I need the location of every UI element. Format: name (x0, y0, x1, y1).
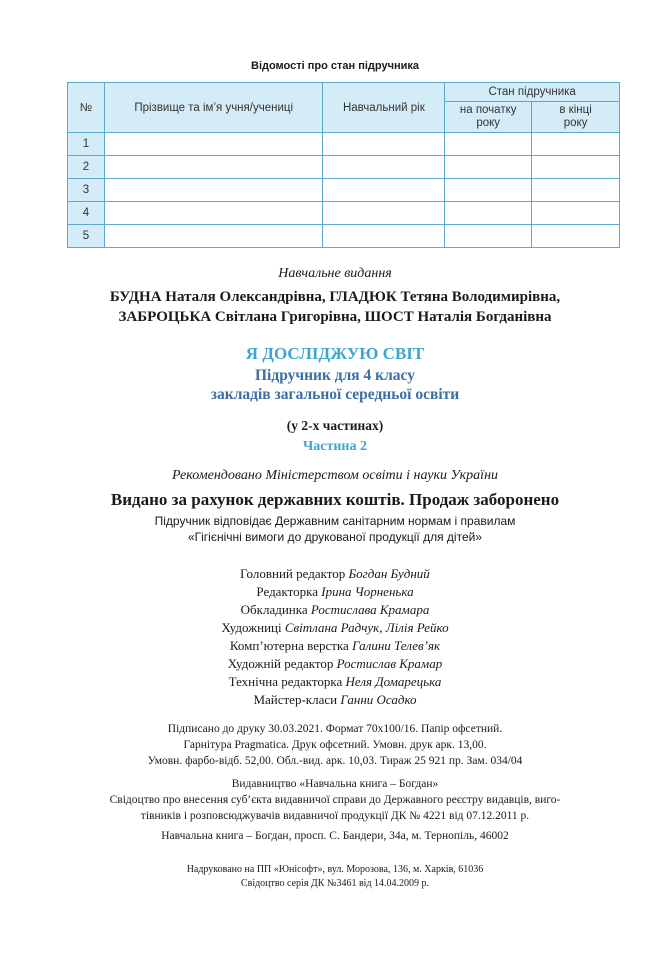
credit-layout: Комп’ютерна верстка Галини Телев’як (229, 638, 441, 653)
row-year-cell (323, 202, 445, 225)
row-end-cell (532, 179, 620, 202)
recommended-note: Рекомендовано Міністерством освіти і науки України (171, 468, 499, 483)
subtitle-line-2: закладів загальної середньої освіти (210, 386, 460, 403)
book-title: Я ДОСЛІДЖУЮ СВІТ (245, 344, 425, 363)
printer-line-1: Надруковано на ПП «Юнісофт», вул. Морозова, 136, м. Харків, 61036 (186, 864, 484, 875)
sanitary-line-1: Підручник відповідає Державним санітарним нормам і правилам (154, 514, 516, 528)
print-info-line-1: Підписано до друку 30.03.2021. Формат 70x100/16. Папір офсетний. (167, 723, 503, 735)
row-start-cell (445, 202, 532, 225)
header-student-name: Прізвище та ім’я учня/учениці (104, 83, 323, 133)
row-end-cell (532, 133, 620, 156)
row-year-cell (323, 156, 445, 179)
header-school-year: Навчальний рік (323, 83, 445, 133)
credit-tech-editor: Технічна редакторка Неля Домарецька (228, 674, 442, 689)
print-info-line-3: Умовн. фарбо-відб. 52,00. Обл.-вид. арк. 10,03. Тираж 25 921 пр. Зам. 034/04 (147, 755, 523, 767)
credit-master-classes: Майстер-класи Ганни Осадко (253, 692, 417, 707)
table-row (68, 202, 620, 225)
row-name-cell (104, 133, 323, 156)
row-start-cell (445, 225, 532, 248)
row-start-cell (445, 156, 532, 179)
header-end-of-year: в кінці року (532, 102, 620, 133)
publisher-name: Видавництво «Навчальна книга – Богдан» (231, 778, 439, 790)
authors-line-2: ЗАБРОЦЬКА Світлана Григорівна, ШОСТ Наталія Богданівна (118, 309, 552, 325)
textbook-status-table (67, 82, 620, 248)
row-name-cell (104, 156, 323, 179)
row-number: 1 (68, 133, 105, 156)
header-number: № (68, 83, 105, 133)
row-start-cell (445, 133, 532, 156)
row-name-cell (104, 179, 323, 202)
authors-line-1: БУДНА Наталя Олександрівна, ГЛАДЮК Тетяна Володимирівна, (109, 289, 561, 305)
row-number: 5 (68, 225, 105, 248)
table-row (68, 179, 620, 202)
row-end-cell (532, 202, 620, 225)
row-number: 4 (68, 202, 105, 225)
funding-note: Видано за рахунок державних коштів. Продаж заборонено (110, 490, 560, 509)
publisher-address: Навчальна книга – Богдан, просп. С. Бандери, 34а, м. Тернопіль, 46002 (161, 830, 509, 842)
credit-editor: Редакторка Ірина Чорненька (256, 584, 414, 599)
row-year-cell (323, 225, 445, 248)
part-number: Частина 2 (303, 439, 367, 454)
credit-chief-editor: Головний редактор Богдан Будний (240, 566, 430, 581)
table-row (68, 156, 620, 179)
table-title: Відомості про стан підручника (251, 60, 419, 72)
edition-type: Навчальне видання (278, 266, 392, 281)
printer-line-2: Свідоцтво серія ДК №3461 від 14.04.2009 р. (240, 878, 430, 889)
table-row (68, 133, 620, 156)
publisher-cert-line-2: тівників і розповсюджувачів видавничої продукції ДК № 4221 від 07.12.2011 р. (140, 810, 530, 822)
print-info-line-2: Гарнітура Pragmatica. Друк офсетний. Умовн. друк арк. 13,00. (183, 739, 487, 751)
publisher-cert-line-1: Свідоцтво про внесення суб’єкта видавничої справи до Державного реєстру видавців, виго- (109, 794, 561, 806)
credit-art-editor: Художній редактор Ростислав Крамар (227, 656, 443, 671)
row-year-cell (323, 133, 445, 156)
credit-cover: Обкладинка Ростислава Крамара (240, 602, 430, 617)
row-name-cell (104, 225, 323, 248)
header-start-of-year: на початку року (445, 102, 532, 133)
credit-illustrators: Художниці Світлана Радчук, Лілія Рейко (221, 620, 449, 635)
row-end-cell (532, 225, 620, 248)
row-year-cell (323, 179, 445, 202)
row-end-cell (532, 156, 620, 179)
subtitle-line-1: Підручник для 4 класу (254, 367, 415, 384)
table-row (68, 225, 620, 248)
parts-note: (у 2-х частинах) (286, 418, 384, 433)
sanitary-line-2: «Гігієнічні вимоги до друкованої продукції для дітей» (187, 530, 483, 544)
row-start-cell (445, 179, 532, 202)
row-name-cell (104, 202, 323, 225)
header-textbook-state: Стан підручника (445, 83, 620, 102)
row-number: 3 (68, 179, 105, 202)
row-number: 2 (68, 156, 105, 179)
